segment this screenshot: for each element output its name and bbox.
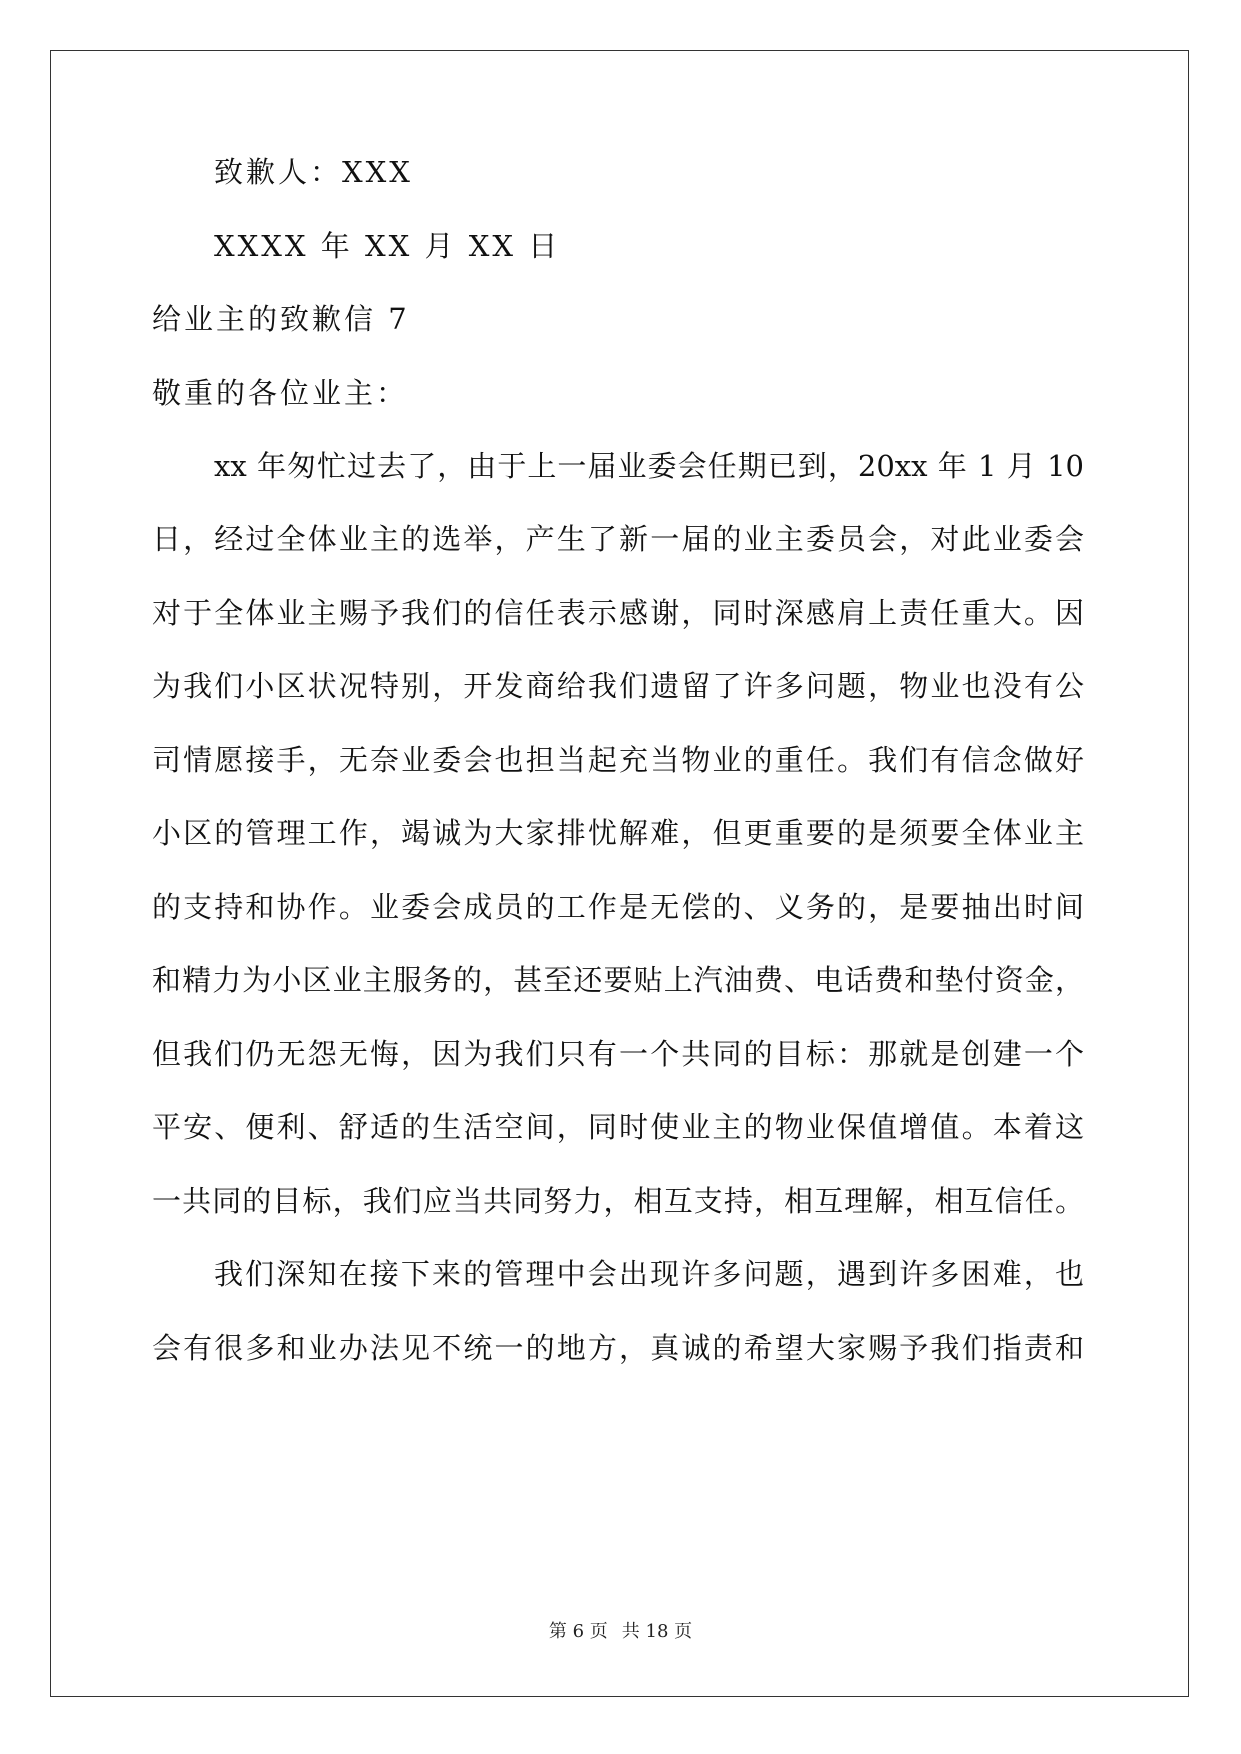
- letter-title: 给业主的致歉信 7: [152, 302, 410, 336]
- body-line: 我们深知在接下来的管理中会出现许多问题，遇到许多困难，也: [214, 1257, 1084, 1291]
- page-number: 第 6 页: [548, 1621, 608, 1642]
- body-line: 平安、便利、舒适的生活空间，同时使业主的物业保值增值。本着这: [152, 1110, 1084, 1144]
- body-line: 一共同的目标，我们应当共同努力，相互支持，相互理解，相互信任。: [152, 1184, 1084, 1218]
- signature-name: XXX: [342, 155, 413, 189]
- body-line: 但我们仍无怨无悔，因为我们只有一个共同的目标：那就是创建一个: [152, 1037, 1084, 1071]
- signature-line: [214, 155, 413, 189]
- body-line: 司情愿接手，无奈业委会也担当起充当物业的重任。我们有信念做好: [152, 743, 1084, 777]
- body-line: 日，经过全体业主的选举，产生了新一届的业主委员会，对此业委会: [152, 522, 1084, 556]
- salutation: 敬重的各位业主：: [152, 376, 409, 410]
- body-line: 小区的管理工作，竭诚为大家排忧解难，但更重要的是须要全体业主: [152, 816, 1084, 850]
- body-line: 为我们小区状况特别，开发商给我们遗留了许多问题，物业也没有公: [152, 669, 1084, 703]
- page-total: 共 18 页: [621, 1621, 693, 1642]
- page-footer: [0, 1623, 1241, 1641]
- body-line: 的支持和协作。业委会成员的工作是无偿的、义务的，是要抽出时间: [152, 890, 1084, 924]
- date-line: XXXX 年 XX 月 XX 日: [214, 229, 561, 263]
- body-line: xx 年匆忙过去了，由于上一届业委会任期已到，20xx 年 1 月 10: [214, 449, 1084, 483]
- body-line: 会有很多和业办法见不统一的地方，真诚的希望大家赐予我们指责和: [152, 1331, 1084, 1365]
- signature-label: 致歉人：: [214, 155, 343, 189]
- body-line: 和精力为小区业主服务的，甚至还要贴上汽油费、电话费和垫付资金，: [152, 963, 1084, 997]
- page-border: [50, 50, 1189, 1697]
- body-line: 对于全体业主赐予我们的信任表示感谢，同时深感肩上责任重大。因: [152, 596, 1084, 630]
